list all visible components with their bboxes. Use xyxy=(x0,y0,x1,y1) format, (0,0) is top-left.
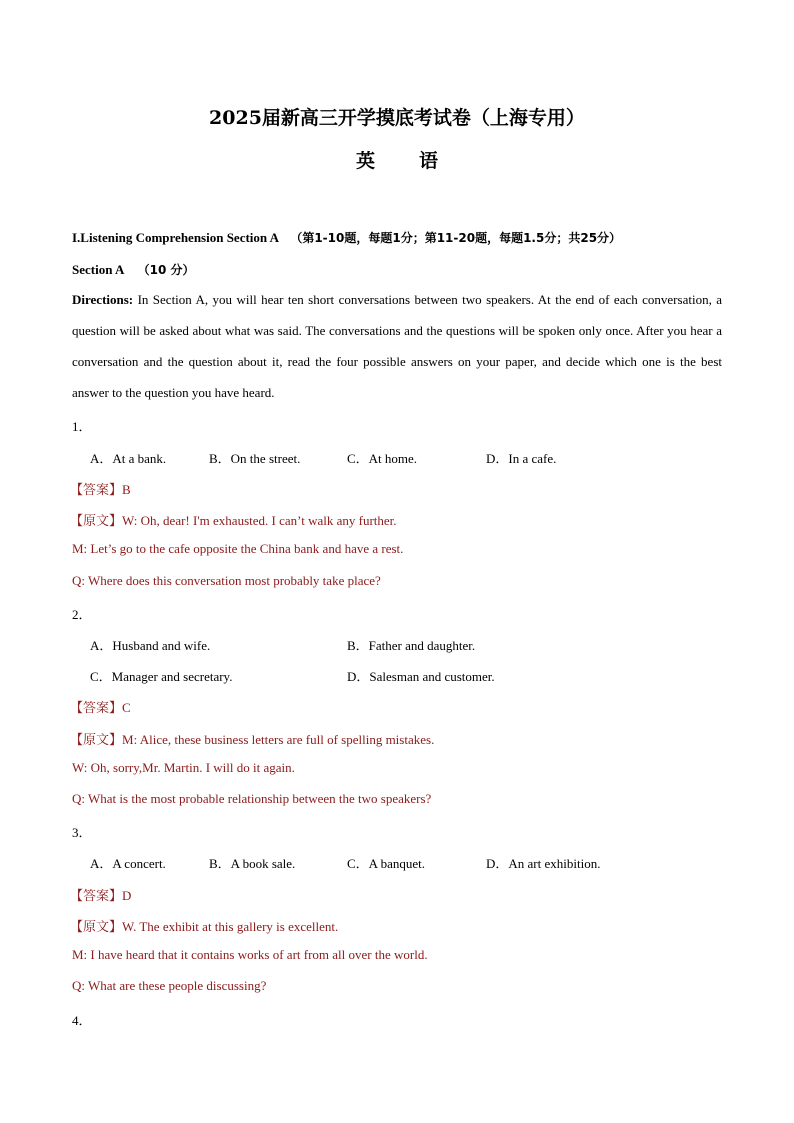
q1-answer-tag: 【答案】 xyxy=(70,483,123,498)
q3-answer-tag: 【答案】 xyxy=(70,889,123,904)
q1-script-2: M: Let’s go to the cafe opposite the China bank and have a rest. xyxy=(72,541,404,556)
q2-option-d: D．Salesman and customer. xyxy=(347,669,495,684)
question-number-1: 1． xyxy=(72,419,92,434)
q3-script-3: Q: What are these people discussing? xyxy=(72,978,267,993)
q2-script-1: M: Alice, these business letters are full of spelling mistakes. xyxy=(122,732,435,747)
q3-script-2: M: I have heard that it contains works of art from all over the world. xyxy=(72,947,428,962)
q3-answer: D xyxy=(122,888,132,903)
part-heading-row xyxy=(72,229,621,246)
directions-text-3: conversation and the question about it, read the four possible answers on your paper, and decide which one is the best xyxy=(72,354,722,369)
q1-script-row xyxy=(70,510,397,529)
q1-option-d: D．In a cafe. xyxy=(486,451,557,466)
q3-option-c: C．A banquet. xyxy=(347,856,425,871)
q3-script-tag: 【原文】 xyxy=(70,920,123,935)
part-note: （第1-10题，每题1分；第11-20题，每题1.5分；共25分） xyxy=(290,231,622,245)
q2-script-row xyxy=(70,729,434,748)
q2-option-b: B．Father and daughter. xyxy=(347,638,476,653)
q2-script-2: W: Oh, sorry,Mr. Martin. I will do it again. xyxy=(72,760,295,775)
q3-script-row xyxy=(70,916,338,935)
directions-line-3 xyxy=(72,354,722,370)
section-score: （10 分） xyxy=(137,263,195,277)
section-label: Section A xyxy=(72,262,125,277)
q2-answer-tag: 【答案】 xyxy=(70,701,123,716)
q1-option-b: B．On the street. xyxy=(209,451,301,466)
q1-script-3: Q: Where does this conversation most probably take place? xyxy=(72,573,381,588)
question-number-4: 4． xyxy=(72,1013,92,1028)
q1-script-tag: 【原文】 xyxy=(70,514,123,529)
q1-script-1: W: Oh, dear! I'm exhausted. I can’t walk any further. xyxy=(122,513,397,528)
q3-answer-row xyxy=(70,885,131,904)
directions-line-1 xyxy=(72,292,722,308)
q1-answer-row xyxy=(70,479,131,498)
q3-option-a: A．A concert. xyxy=(90,856,166,871)
q2-option-a: A．Husband and wife. xyxy=(90,638,211,653)
q2-option-c: C．Manager and secretary. xyxy=(90,669,233,684)
q2-answer: C xyxy=(122,700,131,715)
q2-answer-row xyxy=(70,697,131,716)
directions-text-1: In Section A, you will hear ten short conversations between two speakers. At the end of each conversation, a xyxy=(137,292,722,307)
question-number-2: 2． xyxy=(72,607,92,622)
q1-answer: B xyxy=(122,482,131,497)
exam-title: 2025届新高三开学摸底考试卷（上海专用） xyxy=(209,107,585,129)
question-number-3: 3． xyxy=(72,825,92,840)
q2-script-tag: 【原文】 xyxy=(70,733,123,748)
q3-option-d: D．An art exhibition. xyxy=(486,856,601,871)
section-heading-row xyxy=(72,261,195,278)
q1-option-c: C．At home. xyxy=(347,451,418,466)
q3-script-1: W. The exhibit at this gallery is excellent. xyxy=(122,919,339,934)
q2-script-3: Q: What is the most probable relationship between the two speakers? xyxy=(72,791,432,806)
subject-title: 英语 xyxy=(355,150,482,172)
part-heading: I.Listening Comprehension Section A xyxy=(72,230,280,245)
q3-option-b: B．A book sale. xyxy=(209,856,296,871)
directions-label: Directions: xyxy=(72,292,134,307)
directions-line-2 xyxy=(72,323,722,339)
directions-text-4: answer to the question you have heard. xyxy=(72,385,275,400)
q1-option-a: A．At a bank. xyxy=(90,451,167,466)
directions-text-2: question will be asked about what was said. The conversations and the questions will be spoken only once. After you hear a xyxy=(72,323,722,338)
